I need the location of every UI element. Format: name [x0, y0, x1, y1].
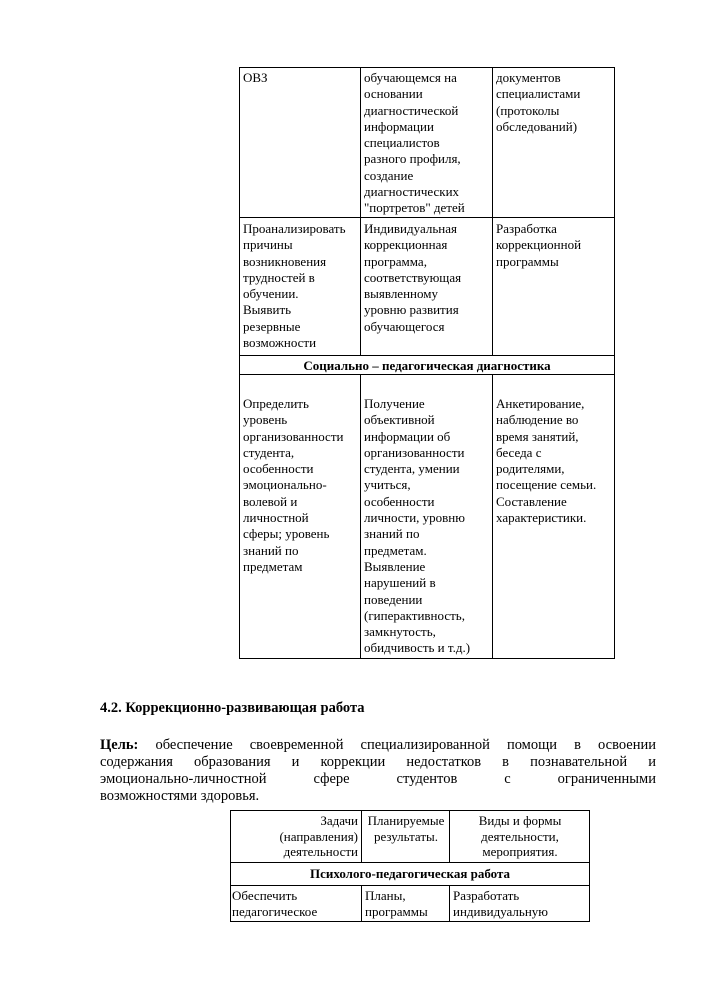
goal-line: содержания образования и коррекции недостатков в познавательной и: [100, 754, 656, 770]
table-header-results: Планируемые результаты.: [367, 813, 445, 844]
row-divider: [240, 217, 614, 218]
table-cell-activity: Анкетирование, наблюдение во время занятий, беседа с родителями, посещение семьи. Составление характеристики.: [496, 396, 597, 526]
col-divider: [492, 68, 493, 356]
table-section-title: Социально – педагогическая диагностика: [303, 358, 551, 373]
row-divider: [240, 374, 614, 375]
table-cell-result: Планы, программы: [365, 888, 428, 919]
col-divider: [361, 886, 362, 921]
table-cell-task: Определить уровень организованности студента, особенности эмоционально- волевой и личностной сферы; уровень знаний по предметам: [243, 396, 344, 574]
col-divider: [361, 811, 362, 862]
col-divider: [360, 68, 361, 356]
bottom-table: [230, 810, 590, 922]
section-heading: 4.2. Коррекционно-развивающая работа: [100, 700, 365, 716]
table-cell-task: ОВЗ: [243, 70, 268, 85]
row-divider: [231, 862, 589, 863]
table-cell-task: Проанализировать причины возникновения трудностей в обучении. Выявить резервные возможности: [243, 221, 346, 351]
table-cell-activity: Разработка коррекционной программы: [496, 221, 582, 269]
row-divider: [240, 355, 614, 356]
col-divider: [449, 886, 450, 921]
table-cell-result: обучающемся на основании диагностической информации специалистов разного профиля, создание диагностических "портретов" детей: [364, 70, 465, 216]
goal-paragraph: [100, 737, 656, 805]
table-header-activities: Виды и формы деятельности, мероприятия.: [478, 813, 562, 859]
table-cell-task: Обеспечить педагогическое: [232, 888, 318, 919]
table-cell-result: Получение объективной информации об организованности студента, умении учиться, особенности личности, уровню знаний по предметам. Выявление нарушений в поведении (гиперактивность, замкнутость, обидчивость и т.д.): [364, 396, 471, 656]
goal-label: Цель:: [100, 737, 139, 753]
table-section-title: Психолого-педагогическая работа: [309, 866, 511, 881]
col-divider: [492, 375, 493, 658]
goal-line: эмоционально-личностной сфере студентов с ограниченными: [100, 771, 656, 787]
table-cell-activity: документов специалистами (протоколы обследований): [496, 70, 581, 134]
goal-line: возможностями здоровья.: [100, 788, 260, 804]
table-header-tasks: Задачи (направления) деятельности: [279, 813, 358, 859]
col-divider: [449, 811, 450, 862]
top-table: [239, 67, 615, 659]
col-divider: [360, 375, 361, 658]
goal-line: Цель: обеспечение своевременной специализированной помощи в освоении: [100, 737, 656, 753]
row-divider: [231, 885, 589, 886]
table-cell-activity: Разработать индивидуальную: [453, 888, 548, 919]
table-cell-result: Индивидуальная коррекционная программа, соответствующая выявленному уровню развития обучающегося: [364, 221, 462, 334]
